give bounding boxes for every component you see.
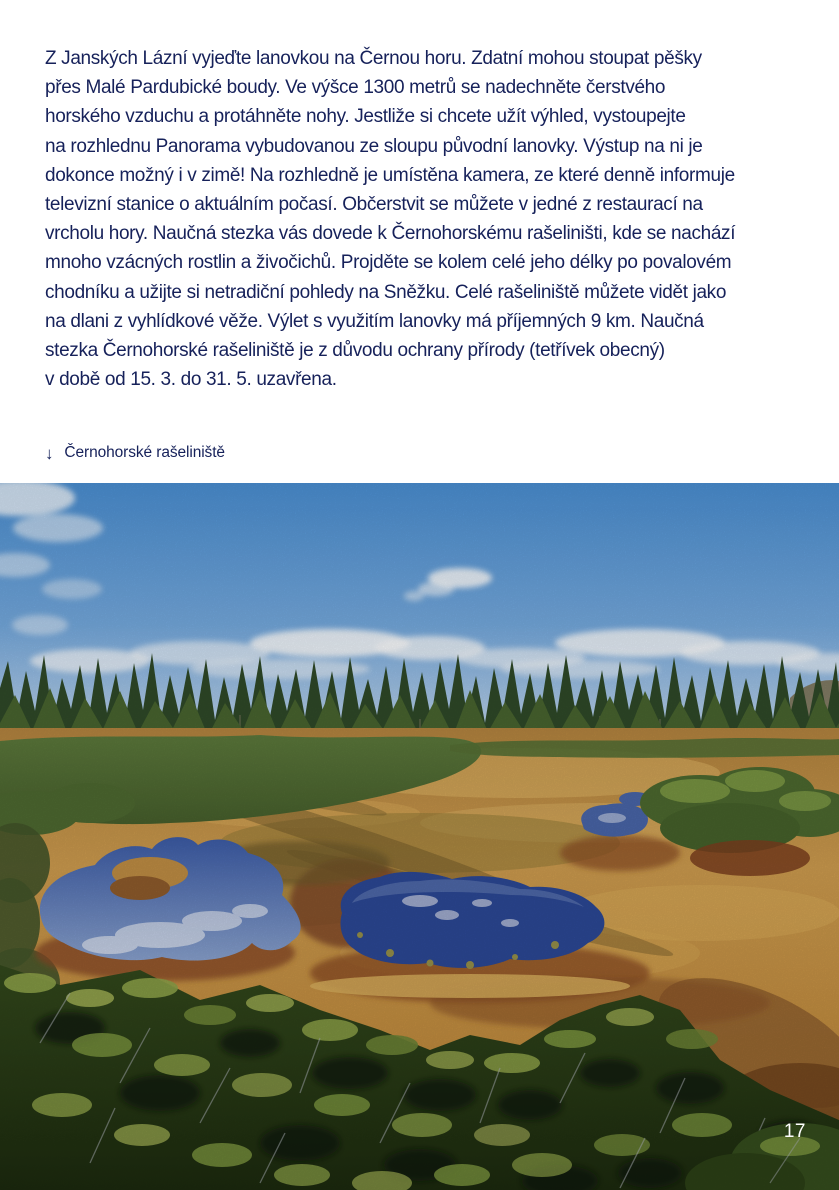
- paragraph-line: horského vzduchu a protáhněte nohy. Jestliže si chcete užít výhled, vystoupejte: [45, 106, 686, 128]
- paragraph-line: Z Janských Lázní vyjeďte lanovkou na Černou horu. Zdatní mohou stoupat pěšky: [45, 48, 702, 69]
- paragraph-line: na rozhlednu Panorama vybudovanou ze sloupu původní lanovky. Výstup na ni je: [45, 135, 703, 157]
- landscape-illustration: [0, 483, 839, 1190]
- down-arrow-icon: ↓: [45, 443, 54, 463]
- paragraph-line: přes Malé Pardubické boudy. Ve výšce 1300 metrů se nadechněte čerstvého: [45, 77, 666, 99]
- photo-grain: [0, 483, 839, 1190]
- paragraph-line: chodníku a užijte si netradiční pohledy na Sněžku. Celé rašeliniště můžete vidět jako: [45, 281, 727, 303]
- paragraph-line: stezka Černohorské rašeliniště je z důvodu ochrany přírody (tetřívek obecný): [45, 340, 665, 362]
- paragraph-line: dokonce možný i v zimě! Na rozhledně je umístěna kamera, ze které denně informuje: [45, 164, 735, 186]
- photo-cernohorske-raseliniste: [0, 483, 839, 1190]
- intro-paragraph: [45, 44, 735, 394]
- page-number: 17: [783, 1121, 806, 1142]
- paragraph-line: v době od 15. 3. do 31. 5. uzavřena.: [45, 369, 337, 391]
- paragraph-line: mnoho vzácných rostlin a živočichů. Projděte se kolem celé jeho délky po povalovém: [45, 252, 732, 274]
- photo-caption: [45, 444, 225, 462]
- paragraph-line: televizní stanice o aktuálním počasí. Občerstvit se můžete v jedné z restaurací na: [45, 194, 703, 216]
- paragraph-line: na dlani z vyhlídkové věže. Výlet s využitím lanovky má příjemných 9 km. Naučná: [45, 310, 704, 332]
- paragraph-line: vrcholu hory. Naučná stezka vás dovede k Černohorskému rašeliništi, kde se nachází: [45, 223, 736, 245]
- photo-caption-label: Černohorské rašeliniště: [64, 444, 225, 461]
